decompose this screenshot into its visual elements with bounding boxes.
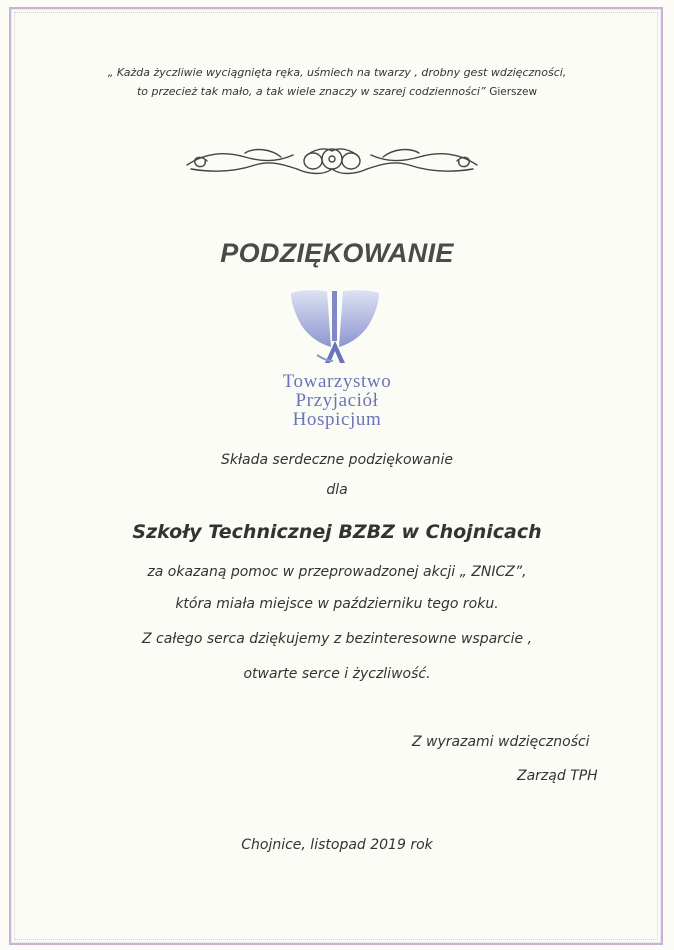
quote-line-1: „ Każda życzliwie wyciągnięta ręka, uśmiech na twarzy , drobny gest wdzięczności,	[107, 66, 567, 79]
body-line-4: otwarte serce i życzliwość.	[243, 666, 431, 682]
body-line-2: która miała miejsce w październiku tego roku.	[175, 596, 499, 612]
quote-author: Gierszew	[489, 86, 538, 98]
org-name-line-3: Hospicjum	[292, 409, 382, 430]
org-name-line-1: Towarzystwo	[282, 371, 392, 392]
document-title: PODZIĘKOWANIE	[220, 238, 454, 268]
org-name-line-2: Przyjaciół	[295, 390, 379, 411]
ornament-flourish-icon	[185, 143, 479, 183]
place-date: Chojnice, listopad 2019 rok	[241, 837, 433, 853]
recipient-name: Szkoły Technicznej BZBZ w Chojnicach	[132, 521, 542, 543]
signer-text: Zarząd TPH	[517, 768, 598, 784]
for-text: dla	[326, 482, 348, 498]
quote-line-2: to przecież tak mało, a tak wiele znaczy w szarej codzienności” Gierszew	[136, 85, 538, 98]
hospice-logo-icon	[287, 287, 383, 365]
body-line-3: Z całego serca dziękujemy z bezinteresowne wsparcie ,	[141, 631, 533, 647]
body-line-1: za okazaną pomoc w przeprowadzonej akcji „ ZNICZ”,	[147, 564, 527, 580]
closing-text: Z wyrazami wdzięczności	[412, 734, 590, 750]
intro-text: Składa serdeczne podziękowanie	[221, 452, 453, 468]
